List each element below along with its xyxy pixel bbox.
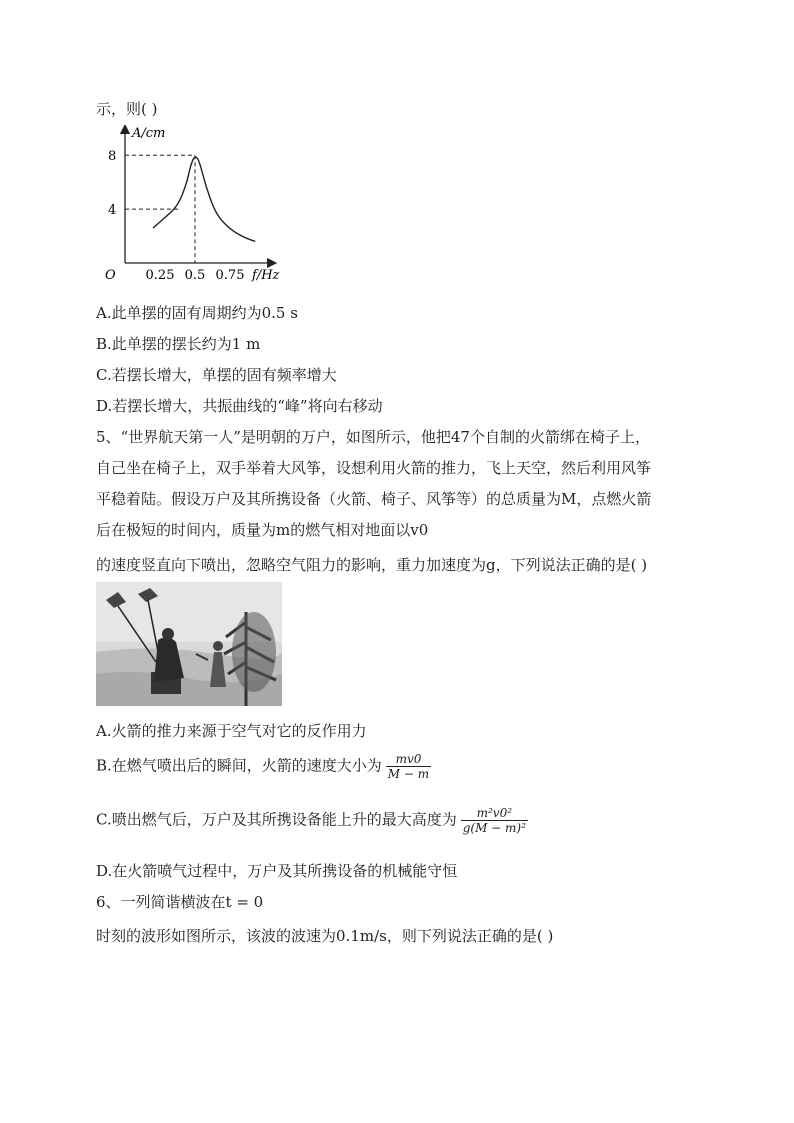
q5-stem-line-5: 的速度竖直向下喷出，忽略空气阻力的影响，重力加速度为g，下列说法正确的是( ): [96, 556, 648, 574]
resonance-curve-chart: [100, 125, 290, 285]
q6-stem-line-1: 6、一列简谐横波在t = 0: [96, 893, 264, 911]
q4-option-b: B.此单摆的摆长约为1 m: [96, 335, 261, 353]
q5-option-b: [96, 752, 431, 781]
q5-option-c-denominator: g(M − m)²: [462, 821, 526, 835]
q5-option-b-denominator: M − m: [387, 767, 430, 781]
q5-option-b-numerator: mv0: [386, 752, 431, 767]
q5-option-c: [96, 806, 528, 835]
q5-option-c-text: C.喷出燃气后，万户及其所携设备能上升的最大高度为: [96, 810, 457, 829]
q5-stem-line-2: 自己坐在椅子上，双手举着大风筝，设想利用火箭的推力，飞上天空，然后利用风筝: [96, 459, 652, 477]
y-tick-label: 4: [108, 203, 117, 219]
wanhu-rocket-chair-illustration: [96, 582, 282, 706]
q4-option-a: A.此单摆的固有周期约为0.5 s: [96, 304, 298, 322]
q5-stem-line-3: 平稳着陆。假设万户及其所携设备（火箭、椅子、风筝等）的总质量为M，点燃火箭: [96, 490, 652, 508]
y-axis-label: A/cm: [132, 126, 166, 141]
x-tick-label: 0.25: [145, 268, 175, 283]
x-tick-label: 0.5: [184, 268, 206, 283]
y-tick-label: 8: [108, 149, 117, 165]
q4-option-c: C.若摆长增大，单摆的固有频率增大: [96, 366, 337, 384]
resonance-curve: [153, 157, 255, 242]
q5-option-b-fraction: [386, 752, 431, 781]
q5-stem-line-1: 5、“世界航天第一人”是明朝的万户，如图所示，他把47个自制的火箭绑在椅子上，: [96, 428, 650, 446]
x-axis-label: f/Hz: [252, 268, 280, 283]
q5-option-c-fraction: [461, 806, 528, 835]
x-tick-label: 0.75: [215, 268, 245, 283]
q5-option-a: A.火箭的推力来源于空气对它的反作用力: [96, 722, 367, 740]
q6-stem-line-2: 时刻的波形如图所示，该波的波速为0.1m/s，则下列说法正确的是( ): [96, 927, 554, 945]
q5-option-b-text: B.在燃气喷出后的瞬间，火箭的速度大小为: [96, 756, 382, 775]
origin-label: O: [105, 268, 116, 283]
q4-option-d: D.若摆长增大，共振曲线的“峰”将向右移动: [96, 397, 383, 415]
q5-option-c-numerator: m²v0²: [461, 806, 528, 821]
q5-option-d: D.在火箭喷气过程中，万户及其所携设备的机械能守恒: [96, 862, 458, 880]
q4-stem-tail: 示，则( ): [96, 100, 158, 118]
q5-stem-line-4: 后在极短的时间内，质量为m的燃气相对地面以v0: [96, 521, 429, 539]
